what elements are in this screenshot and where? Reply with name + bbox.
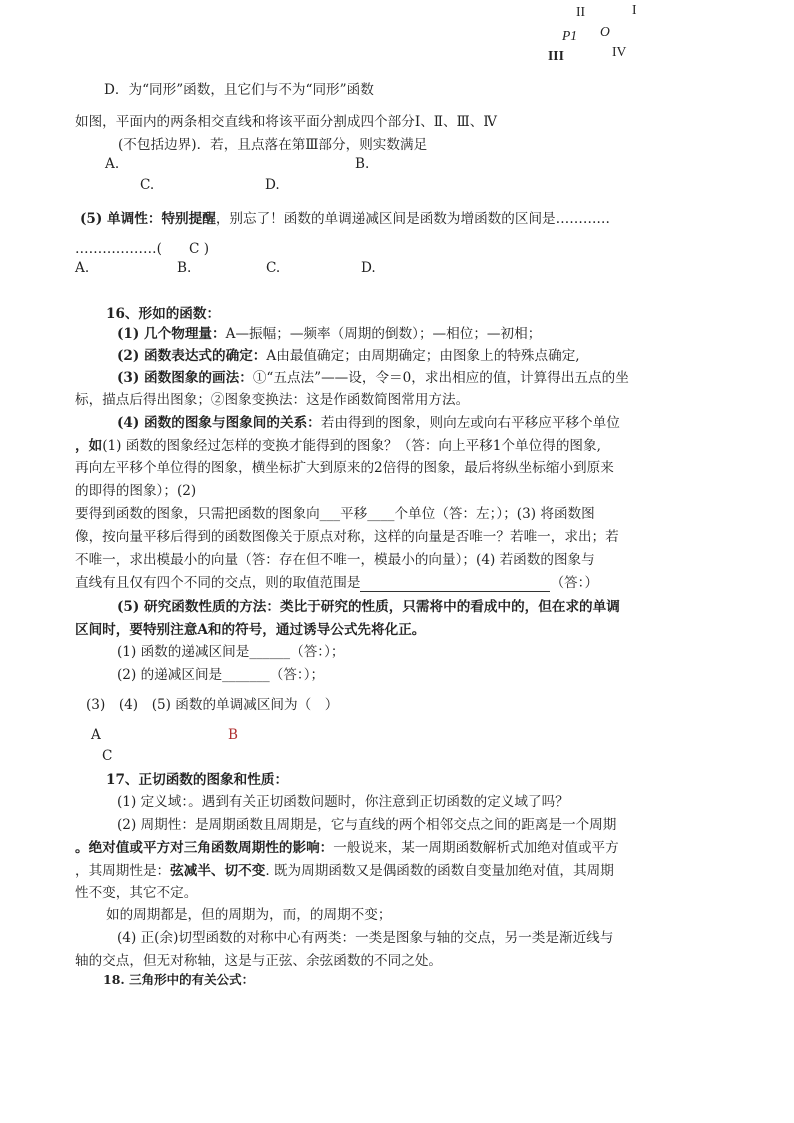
option-d: D. — [361, 260, 376, 276]
option-c: C. — [266, 260, 281, 276]
drawing-text: ①“五点法”——设，令＝0，求出相应的值，计算得出五点的坐 — [252, 370, 629, 386]
period-rule-text: . 既为周期函数又是偶函数的函数自变量加绝对值，其周期 — [265, 863, 614, 879]
label-region-1: I — [632, 2, 637, 17]
option-a: A — [91, 727, 101, 743]
physics-quantities-line — [117, 322, 541, 342]
example-line-1 — [75, 434, 601, 454]
domain-line: (1) 定义域：。遇到有关正切函数问题时，你注意到正切函数的定义域了吗？ — [117, 794, 569, 810]
period-influence-label: 。绝对值或平方对三角函数周期性的影响： — [75, 840, 334, 856]
period-influence-text: 一般说来，某一周期函数解析式加绝对值或平方 — [333, 840, 619, 856]
method-line-2: 区间时，要特别注意A和的符号，通过诱导公式先将化正。 — [75, 622, 426, 638]
label-region-3: III — [548, 48, 564, 63]
physics-label: (1) 几个物理量： — [117, 326, 226, 342]
example-text: (1) 函数的图象经过怎样的变换才能得到的图象？（答：向上平移1个单位得的图象, — [102, 438, 601, 454]
section-16-title: 16、形如的函数： — [106, 306, 221, 322]
option-a: A. — [105, 156, 120, 172]
sub-questions-3-5: (3) (4) (5) 函数的单调减区间为（ ） — [86, 697, 339, 713]
example-line-4: 要得到函数的图象，只需把函数的图象向___平移____个单位（答：左；）；(3) 将函数图 — [75, 506, 595, 522]
section-18-title: 18. 三角形中的有关公式： — [103, 972, 255, 987]
example-line-3: 的即得的图象）；(2) — [75, 483, 197, 499]
period-rule-line-2: 性不变，其它不定。 — [75, 885, 198, 901]
monotonicity-text: ，别忘了！函数的单调递减区间是函数为增函数的区间是………… — [215, 211, 611, 227]
drawing-line-2: 标，描点后得出图象；②图象变换法：这是作函数简图常用方法。 — [75, 392, 470, 408]
physics-text: A—振幅；—频率（周期的倒数）；—相位；—初相； — [225, 326, 542, 342]
example-line-6: 不唯一，求出模最小的向量（答：存在但不唯一，模最小的向量）；(4) 若函数的图象与 — [75, 552, 595, 568]
question-line-1: 如图，平面内的两条相交直线和将该平面分割成四个部分Ⅰ、Ⅱ、Ⅲ、Ⅳ — [75, 114, 497, 130]
relation-text: 若由得到的图象，则向左或向右平移应平移个单位 — [320, 415, 620, 431]
label-region-4: IV — [612, 44, 627, 59]
period-example: 如的周期都是，但的周期为，而，的周期不变； — [106, 907, 392, 923]
monotonicity-label: (5) 单调性： — [80, 211, 162, 227]
option-d: D. — [265, 177, 280, 193]
period-rule: 弦减半、切不变 — [170, 863, 266, 879]
answer-blank — [360, 575, 550, 592]
drawing-line — [117, 366, 629, 386]
expression-line — [117, 344, 580, 364]
relation-label: (4) 函数的图象与图象间的关系： — [117, 415, 321, 431]
monotonicity-answer: ………………( C ) — [75, 241, 210, 257]
option-a: A. — [75, 260, 90, 276]
example-line-7 — [75, 571, 598, 592]
option-c: C. — [140, 177, 155, 193]
option-b: B. — [355, 156, 370, 172]
option-b: B. — [177, 260, 192, 276]
symmetry-line-1: (4) 正(余)切型函数的对称中心有两类：一类是图象与轴的交点，另一类是渐近线与 — [117, 930, 614, 946]
expression-label: (2) 函数表达式的确定： — [117, 348, 267, 364]
period-line: (2) 周期性：是周期函数且周期是，它与直线的两个相邻交点之间的距离是一个周期 — [117, 817, 617, 833]
sub-question-2: (2) 的递减区间是_______（答：）； — [117, 667, 325, 683]
answer-b: B — [228, 727, 238, 743]
range-text: 直线有且仅有四个不同的交点，则的取值范围是 — [75, 575, 361, 591]
relation-line — [117, 411, 620, 431]
section-17-title: 17、正切函数的图象和性质： — [106, 772, 289, 788]
monotonicity-line — [80, 207, 610, 227]
range-answer: （答：） — [550, 575, 599, 591]
example-line-2: 再向左平移个单位得的图象，横坐标扩大到原来的2倍得的图象，最后将纵坐标缩小到原来 — [75, 460, 614, 476]
label-point-p1: P1 — [562, 28, 578, 43]
period-rule-line — [75, 859, 614, 879]
period-influence-line — [75, 836, 619, 856]
option-c: C — [102, 748, 113, 764]
label-region-2: II — [576, 4, 586, 19]
period-rule-prefix: ，其周期性是： — [75, 863, 171, 879]
option-d-line: D．为“同形”函数，且它们与不为“同形”函数 — [104, 82, 374, 98]
question-line-2: (不包括边界)．若，且点落在第Ⅲ部分，则实数满足 — [118, 137, 428, 153]
drawing-label: (3) 函数图象的画法： — [117, 370, 253, 386]
label-origin: O — [600, 24, 610, 39]
symmetry-line-2: 轴的交点，但无对称轴，这是与正弦、余弦函数的不同之处。 — [75, 953, 443, 969]
example-prefix: ，如 — [75, 438, 103, 454]
expression-text: A由最值确定；由周期确定；由图象上的特殊点确定, — [266, 348, 580, 364]
special-reminder: 特别提醒 — [161, 211, 216, 227]
sub-question-1: (1) 函数的递减区间是______（答：）； — [117, 644, 345, 660]
example-line-5: 像，按向量平移后得到的函数图像关于原点对称，这样的向量是否唯一？若唯一，求出；若 — [75, 529, 619, 545]
method-line-1: (5) 研究函数性质的方法：类比于研究的性质，只需将中的看成中的，但在求的单调 — [117, 599, 620, 615]
quadrant-figure — [540, 0, 670, 70]
